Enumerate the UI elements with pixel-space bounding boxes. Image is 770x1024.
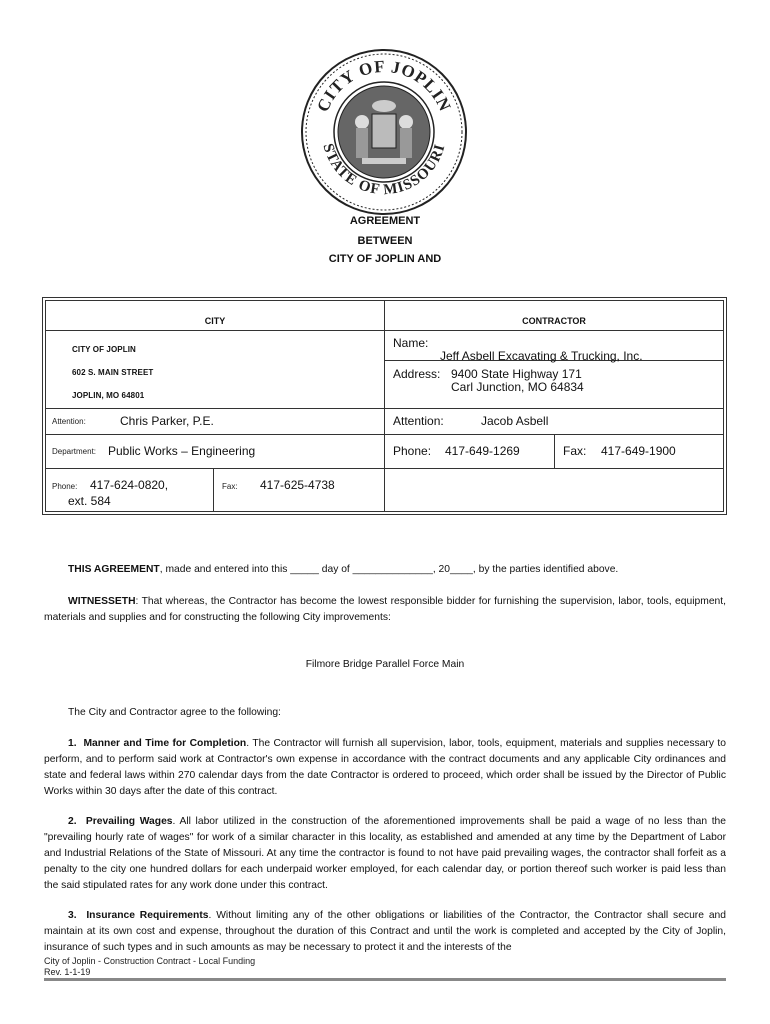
section-1-number: 1. [68, 738, 77, 749]
contractor-fax-cell [555, 435, 723, 469]
section-1-text: . The Contractor will furnish all supervision, labor, tools, equipment, materials and supplies necessary to perform, and to perform said work at Contractor's own expense in accordance with the contract documents and any applicable City ordinances and state and federal laws within 270 calendar days from the date Contractor is ordered to proceed, which order shall be issued by the Director of Public Works within 30 days after the date of this contract. [44, 738, 726, 797]
contractor-phone-label: Phone: [393, 444, 432, 458]
contractor-attention-label: Attention: [393, 414, 444, 428]
contractor-attention: Jacob Asbell [481, 414, 549, 428]
contractor-empty-cell [385, 469, 723, 511]
witnesseth-bold: WITNESSETH [68, 596, 136, 607]
city-attention-cell [46, 409, 385, 435]
footer-line-2: Rev. 1-1-19 [44, 967, 91, 977]
city-phone-cell [46, 469, 214, 511]
contractor-column-header: CONTRACTOR [385, 301, 723, 331]
section-2-text: . All labor utilized in the construction of the aforementioned improvements shall be paid a wage of no less than the "prevailing hourly rate of wages" for work of a similar character in this locality, as established and amended at any time by the Department of Labor and Industrial Relations of the State of Missouri. At any time the contractor is found to not have paid prevailing wages, the contractor shall forfeit as a penalty to the city one hundred dollars for each underpaid worker employed, for each calendar day, or portion thereof such worker is paid less than the said stipulated rates for any work done under this contract. [44, 816, 727, 891]
footer-line-1: City of Joplin - Construction Contract - Local Funding [44, 956, 256, 966]
project-name: Filmore Bridge Parallel Force Main [305, 659, 465, 670]
title-line-2: BETWEEN [357, 235, 413, 247]
witnesseth-text: : That whereas, the Contractor has become the lowest responsible bidder for furnishing the supervision, labor, tools, equipment, materials and supplies and for constructing the following City improvements: [44, 596, 726, 623]
contractor-attention-cell [385, 409, 723, 435]
city-department-label: Department: [52, 447, 97, 456]
agreement-text: , made and entered into this _____ day of ______________, 20____, by the parties identified above. [159, 564, 619, 575]
witnesseth-paragraph [44, 594, 726, 626]
city-attention: Chris Parker, P.E. [120, 414, 214, 428]
parties-box [42, 297, 727, 515]
contractor-address-line1: 9400 State Highway 171 [451, 367, 582, 381]
title-line-3: CITY OF JOPLIN AND [328, 253, 442, 265]
city-name: CITY OF JOPLIN [72, 345, 136, 354]
city-phone: 417-624-0820, [90, 478, 169, 492]
contractor-phone: 417-649-1269 [445, 444, 520, 458]
section-3-title: Insurance Requirements [86, 910, 209, 921]
section-2 [44, 814, 726, 894]
agreement-bold: THIS AGREEMENT [68, 564, 160, 575]
city-seal-logo [300, 48, 468, 216]
contractor-address-cell [385, 361, 723, 409]
agree-intro: The City and Contractor agree to the following: [68, 707, 281, 718]
city-fax: 417-625-4738 [260, 478, 335, 492]
city-fax-label: Fax: [222, 482, 238, 491]
contractor-name-cell [385, 331, 723, 361]
city-column-header: CITY [46, 301, 385, 331]
city-attention-label: Attention: [52, 417, 86, 426]
contractor-address-label: Address: [393, 367, 441, 381]
contractor-fax-label: Fax: [563, 444, 587, 458]
city-department-cell [46, 435, 385, 469]
city-address-cell [46, 331, 385, 409]
agreement-paragraph [44, 562, 726, 578]
seal-bottom-text: STATE OF MISSOURI [319, 141, 449, 199]
section-3 [44, 908, 726, 956]
city-phone-label: Phone: [52, 482, 78, 491]
contractor-name: Jeff Asbell Excavating & Trucking, Inc. [440, 349, 643, 363]
section-1 [44, 736, 726, 800]
contractor-name-label: Name: [393, 336, 429, 350]
section-3-number: 3. [68, 910, 77, 921]
city-department: Public Works – Engineering [108, 444, 256, 458]
city-phone-ext: ext. 584 [68, 494, 111, 508]
title-line-1: AGREEMENT [349, 215, 421, 227]
section-2-title: Prevailing Wages [85, 816, 173, 827]
contractor-fax: 417-649-1900 [601, 444, 676, 458]
section-3-text: . Without limiting any of the other obligations or liabilities of the Contractor, the Contractor shall secure and maintain at its own cost and expense, throughout the duration of this Contract and until the work is completed and accepted by the City of Joplin, insurance of such types and in such amounts as may be necessary to protect it and the interests of the [44, 910, 726, 953]
contractor-phone-cell [385, 435, 555, 469]
section-1-title: Manner and Time for Completion [83, 738, 247, 749]
city-street: 602 S. MAIN STREET [72, 368, 154, 377]
section-2-number: 2. [68, 816, 77, 827]
seal-top-text: CITY OF JOPLIN [313, 56, 455, 115]
contractor-address-line2: Carl Junction, MO 64834 [451, 380, 584, 394]
footer-rule [44, 978, 726, 981]
city-fax-cell [214, 469, 385, 511]
city-citystatezip: JOPLIN, MO 64801 [72, 391, 145, 400]
